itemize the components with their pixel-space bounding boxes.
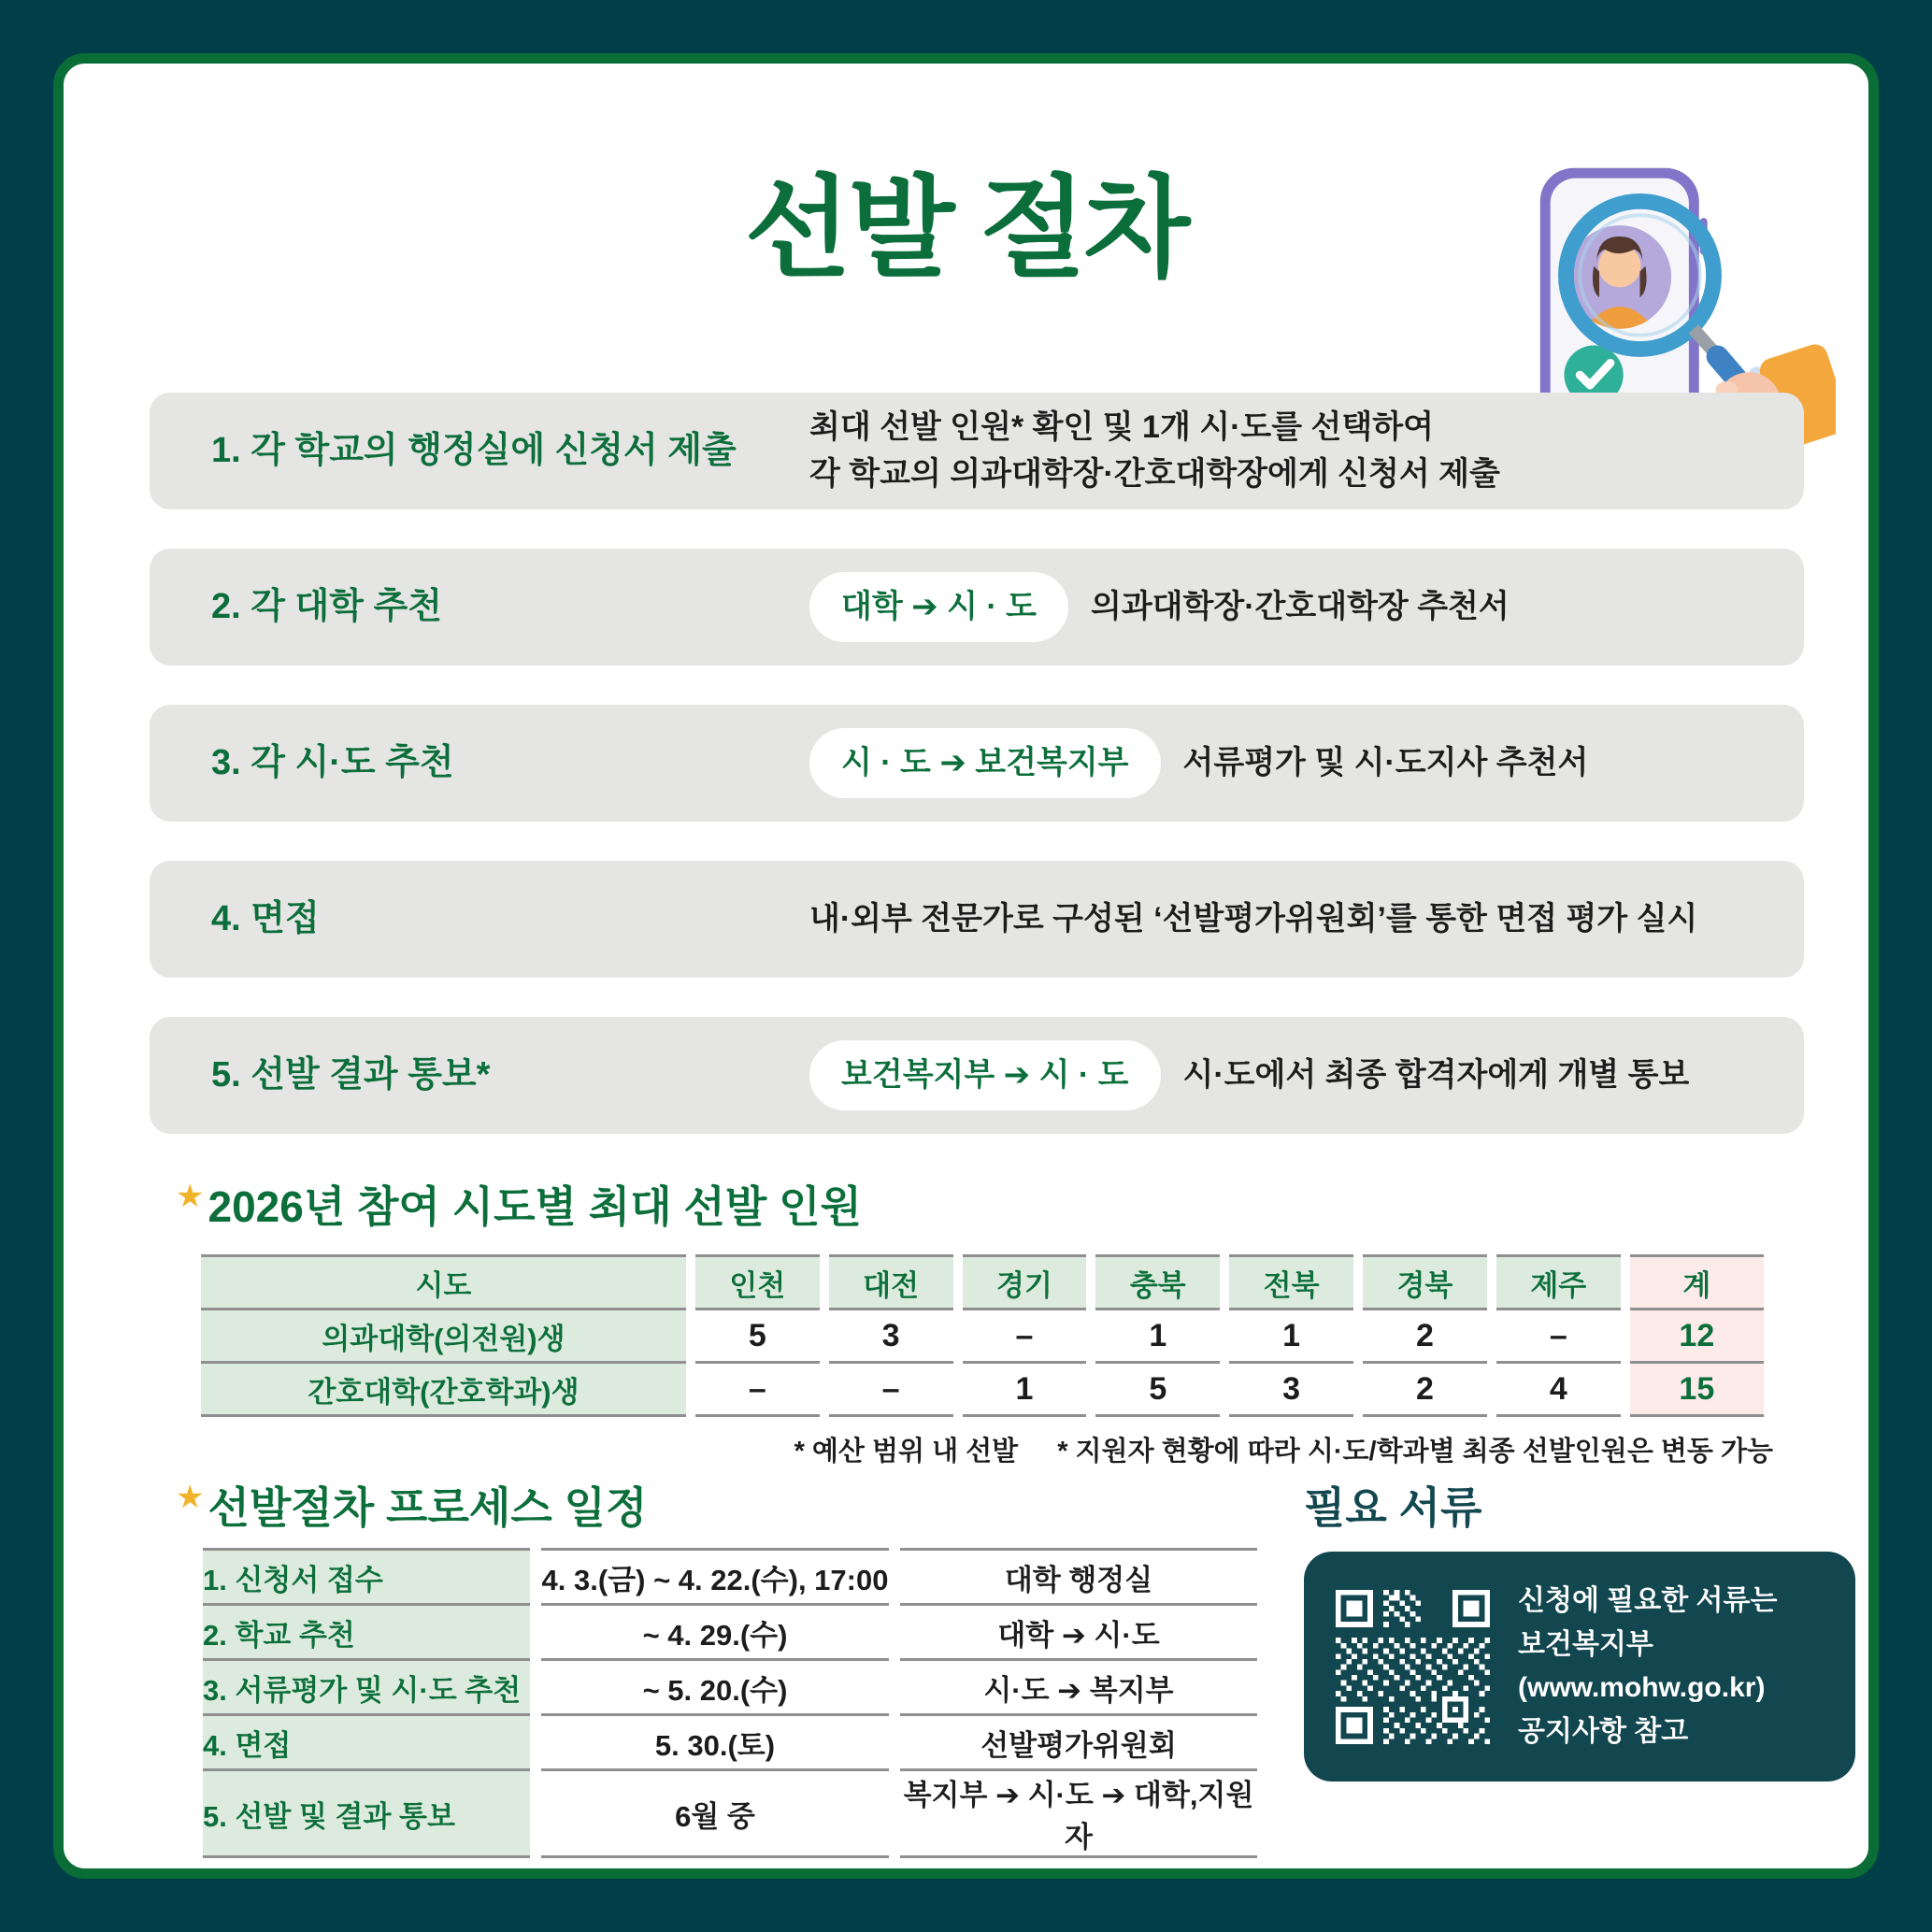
quota-section-title [176,1179,862,1231]
schedule-table [192,1548,1268,1858]
quota-title-text: 2026년 참여 시도별 최대 선발 인원 [208,1182,862,1231]
nursing-jeju: 4 [1496,1361,1621,1417]
qr-code-icon [1336,1590,1490,1744]
col-incheon: 인천 [695,1254,820,1308]
step-4-label: 4. 면접 [211,898,320,938]
step-4-description [809,896,1697,942]
step-4-text: 내·외부 전문가로 구성된 ‘선발평가위원회’를 통한 면접 평가 실시 [809,900,1698,937]
schedule-section-title [176,1480,648,1532]
schedule-row-2 [203,1606,1257,1661]
col-daejeon: 대전 [829,1254,953,1308]
step-row-4 [150,861,1804,978]
step-5-label: 5. 선발 결과 통보* [211,1054,491,1095]
medical-label: 의과대학(의전원)생 [201,1308,686,1361]
documents-note-line-1: 신청에 필요한 서류는 [1518,1585,1778,1616]
nursing-gyeongbuk: 2 [1363,1361,1487,1417]
medical-jeju: – [1496,1308,1621,1361]
nursing-daejeon: – [829,1361,953,1417]
quota-footnote [192,1430,1773,1468]
medical-gyeonggi: – [963,1308,1087,1361]
step-3-label: 3. 각 시·도 추천 [211,742,454,782]
schedule-1-date: 4. 3.(금) ~ 4. 22.(수), 17:00 [541,1548,889,1606]
schedule-3-org: 시·도 ➔ 복지부 [900,1661,1257,1716]
footnote-budget: * 예산 범위 내 선발 [794,1437,1019,1467]
schedule-row-3 [203,1661,1257,1716]
schedule-2-org: 대학 ➔ 시·도 [900,1606,1257,1661]
nursing-total: 15 [1630,1361,1764,1417]
nursing-chungbuk: 5 [1095,1361,1220,1417]
schedule-4-label: 4. 면접 [203,1716,530,1771]
step-2-label: 2. 각 대학 추천 [211,586,442,626]
documents-box [1304,1552,1855,1782]
step-5-text: 시·도에서 최종 합격자에게 개별 통보 [1182,1056,1690,1093]
col-total: 계 [1630,1254,1764,1308]
step-1-label: 1. 각 학교의 행정실에 신청서 제출 [211,430,737,470]
quota-row-medical [201,1308,1764,1361]
step-1-line-2: 각 학교의 의과대학장·간호대학장에게 신청서 제출 [809,455,1500,492]
page-title: 선발 절차 [744,167,1188,291]
step-2-description [809,572,1510,642]
quota-row-nursing [201,1361,1764,1417]
step-5-description [809,1040,1689,1110]
schedule-2-label: 2. 학교 추천 [203,1606,530,1661]
documents-url: (www.mohw.go.kr) [1518,1672,1766,1703]
col-gyeongbuk: 경북 [1363,1254,1487,1308]
nursing-label: 간호대학(간호학과)생 [201,1361,686,1417]
schedule-row-5 [203,1771,1257,1858]
step-3-description [809,728,1588,798]
step-row-1 [150,393,1804,509]
medical-gyeongbuk: 2 [1363,1308,1487,1361]
schedule-4-date: 5. 30.(토) [541,1716,889,1771]
schedule-row-1 [203,1548,1257,1606]
quota-header-row [201,1254,1764,1308]
nursing-jeonbuk: 3 [1229,1361,1353,1417]
documents-section-title: 필요 서류 [1304,1483,1482,1532]
star-icon: ★ [176,1179,205,1214]
medical-incheon: 5 [695,1308,820,1361]
step-row-5 [150,1017,1804,1134]
schedule-3-date: ~ 5. 20.(수) [541,1661,889,1716]
col-jeonbuk: 전북 [1229,1254,1353,1308]
medical-jeonbuk: 1 [1229,1308,1353,1361]
medical-daejeon: 3 [829,1308,953,1361]
schedule-5-org: 복지부 ➔ 시·도 ➔ 대학,지원자 [900,1771,1257,1858]
content-panel [53,53,1879,1879]
star-icon: ★ [176,1480,205,1515]
steps-list [150,393,1804,1173]
schedule-1-label: 1. 신청서 접수 [203,1548,530,1606]
schedule-1-org: 대학 행정실 [900,1548,1257,1606]
step-row-3 [150,705,1804,822]
schedule-3-label: 3. 서류평가 및 시·도 추천 [203,1661,530,1716]
nursing-incheon: – [695,1361,820,1417]
step-3-text: 서류평가 및 시·도지사 추천서 [1182,744,1589,780]
step-2-text: 의과대학장·간호대학장 추천서 [1090,588,1510,624]
quota-table [192,1254,1773,1417]
medical-chungbuk: 1 [1095,1308,1220,1361]
documents-note [1518,1580,1778,1753]
flow-pill-mohw-to-sido: 보건복지부 ➔ 시 · 도 [809,1040,1161,1110]
schedule-4-org: 선발평가위원회 [900,1716,1257,1771]
flow-pill-sido-to-mohw: 시 · 도 ➔ 보건복지부 [809,728,1161,798]
schedule-5-date: 6월 중 [541,1771,889,1858]
col-gyeonggi: 경기 [963,1254,1087,1308]
footnote-change: * 지원자 현황에 따라 시·도/학과별 최종 선발인원은 변동 가능 [1057,1437,1773,1467]
schedule-2-date: ~ 4. 29.(수) [541,1606,889,1661]
col-jeju: 제주 [1496,1254,1621,1308]
nursing-gyeonggi: 1 [963,1361,1087,1417]
documents-note-line-2: 보건복지부 [1518,1628,1653,1660]
medical-total: 12 [1630,1308,1764,1361]
col-sido: 시도 [201,1254,686,1308]
schedule-5-label: 5. 선발 및 결과 통보 [203,1771,530,1858]
step-1-description [809,405,1500,497]
step-1-line-1: 최대 선발 인원* 확인 및 1개 시·도를 선택하여 [809,409,1434,446]
flow-pill-univ-to-sido: 대학 ➔ 시 · 도 [809,572,1068,642]
documents-note-line-4: 공지사항 참고 [1518,1715,1689,1747]
step-row-2 [150,549,1804,665]
schedule-title-text: 선발절차 프로세스 일정 [208,1483,648,1532]
schedule-row-4 [203,1716,1257,1771]
col-chungbuk: 충북 [1095,1254,1220,1308]
